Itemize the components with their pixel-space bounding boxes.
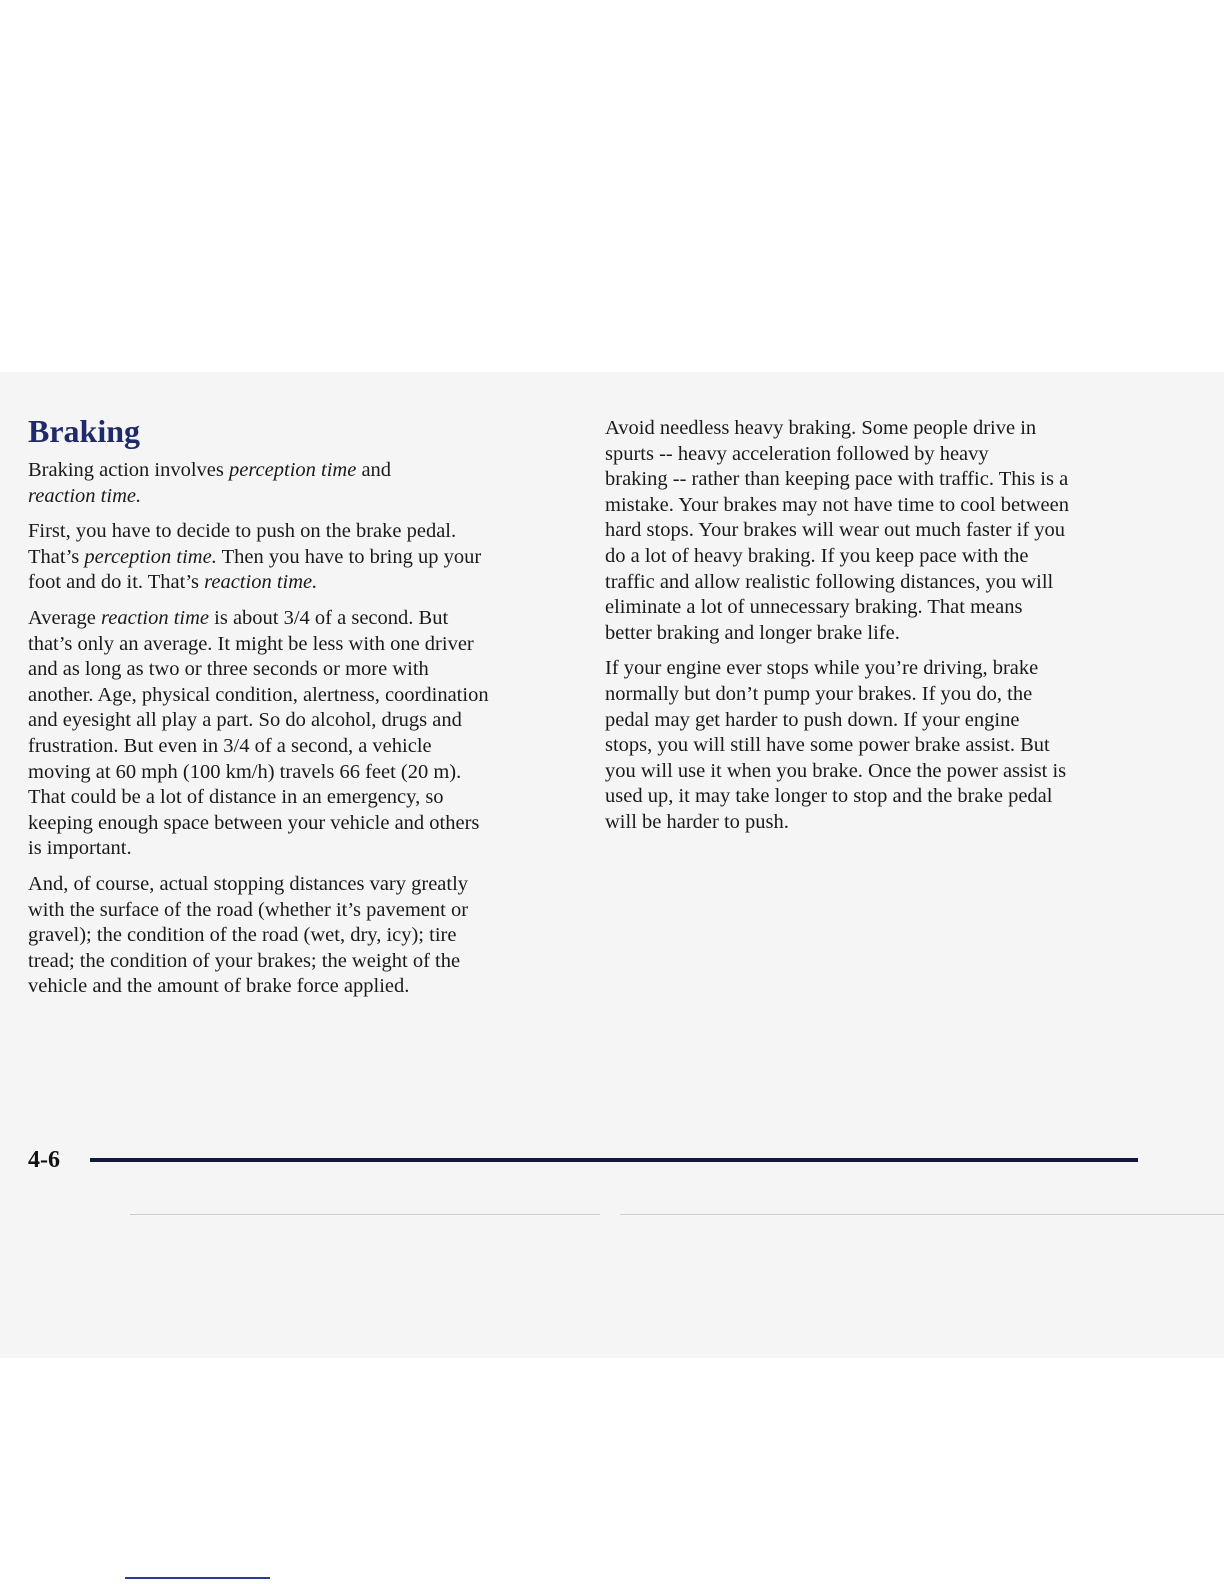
footer-rule bbox=[90, 1158, 1138, 1162]
text-line: spurts -- heavy acceleration followed by heavy bbox=[605, 442, 989, 465]
paragraph-average-reaction bbox=[28, 606, 568, 862]
emphasis-term: reaction time bbox=[101, 606, 210, 629]
text-line: stops, you will still have some power brake assist. But bbox=[605, 734, 1050, 757]
text-line bbox=[28, 484, 568, 510]
text-line: gravel); the condition of the road (wet, dry, icy); tire bbox=[28, 924, 457, 947]
text-run: Braking action involves bbox=[28, 459, 229, 481]
text-line: pedal may get harder to push down. If your engine bbox=[605, 708, 1020, 731]
text-line: First, you have to decide to push on the brake pedal. bbox=[28, 520, 457, 543]
divider bbox=[620, 1214, 1224, 1215]
text-line: tread; the condition of your brakes; the weight of the bbox=[28, 949, 461, 972]
page-number: 4-6 bbox=[28, 1147, 60, 1173]
text-line: frustration. But even in 3/4 of a second, a vehicle bbox=[28, 734, 432, 757]
text-line: moving at 60 mph (100 km/h) travels 66 feet (20 m). bbox=[28, 760, 462, 783]
emphasis-term: perception time. bbox=[84, 545, 217, 568]
text-line: that’s only an average. It might be less with one driver bbox=[28, 632, 474, 655]
text-line: better braking and longer brake life. bbox=[605, 621, 900, 644]
text-run: is about 3/4 of a second. But bbox=[209, 606, 449, 629]
text-line: and eyesight all play a part. So do alcohol, drugs and bbox=[28, 709, 462, 732]
paragraph-engine-stops bbox=[605, 656, 1145, 835]
emphasis-term: reaction time. bbox=[204, 571, 318, 594]
bottom-divider bbox=[125, 1577, 270, 1579]
text-line: vehicle and the amount of brake force applied. bbox=[28, 975, 410, 998]
text-line: eliminate a lot of unnecessary braking. That means bbox=[605, 596, 1023, 619]
text-line: That could be a lot of distance in an emergency, so bbox=[28, 786, 444, 809]
text-line: and as long as two or three seconds or more with bbox=[28, 658, 429, 681]
text-line: If your engine ever stops while you’re driving, brake bbox=[605, 657, 1039, 680]
text-line: braking -- rather than keeping pace with traffic. This is a bbox=[605, 468, 1069, 491]
text-line: used up, it may take longer to stop and the brake pedal bbox=[605, 785, 1053, 808]
text-line bbox=[28, 606, 568, 632]
text-line: And, of course, actual stopping distances vary greatly bbox=[28, 872, 469, 895]
text-line: hard stops. Your brakes will wear out much faster if you bbox=[605, 519, 1066, 542]
left-column bbox=[28, 412, 568, 1010]
text-line bbox=[28, 570, 568, 596]
paragraph-braking-action bbox=[28, 458, 568, 509]
text-line: another. Age, physical condition, alertness, coordination bbox=[28, 683, 489, 706]
text-line: mistake. Your brakes may not have time to cool between bbox=[605, 493, 1069, 516]
paragraph-stopping-distances bbox=[28, 872, 568, 1000]
text-line bbox=[28, 545, 568, 571]
right-column bbox=[605, 416, 1145, 846]
text-run: Then you have to bring up your bbox=[216, 545, 482, 568]
text-line: do a lot of heavy braking. If you keep pace with the bbox=[605, 544, 1029, 567]
text-run: That’s bbox=[28, 545, 85, 568]
text-line: normally but don’t pump your brakes. If you do, the bbox=[605, 682, 1033, 705]
text-run: and bbox=[356, 459, 392, 481]
text-line: traffic and allow realistic following distances, you will bbox=[605, 570, 1054, 593]
text-line: keeping enough space between your vehicle and others bbox=[28, 811, 480, 834]
section-title: Braking bbox=[28, 413, 141, 449]
emphasis-term: perception time bbox=[228, 459, 357, 481]
text-line: will be harder to push. bbox=[605, 810, 789, 833]
text-line: Avoid needless heavy braking. Some people drive in bbox=[605, 417, 1037, 439]
paragraph-avoid-heavy-braking bbox=[605, 416, 1145, 646]
text-line: is important. bbox=[28, 837, 132, 860]
text-line: you will use it when you brake. Once the power assist is bbox=[605, 759, 1067, 782]
text-line: with the surface of the road (whether it’s pavement or bbox=[28, 898, 469, 921]
text-run: Average bbox=[28, 606, 102, 629]
text-line bbox=[28, 458, 568, 484]
text-run: foot and do it. That’s bbox=[28, 571, 205, 594]
emphasis-term: reaction time. bbox=[28, 484, 142, 507]
paragraph-perception-reaction bbox=[28, 519, 568, 596]
divider bbox=[130, 1214, 600, 1215]
